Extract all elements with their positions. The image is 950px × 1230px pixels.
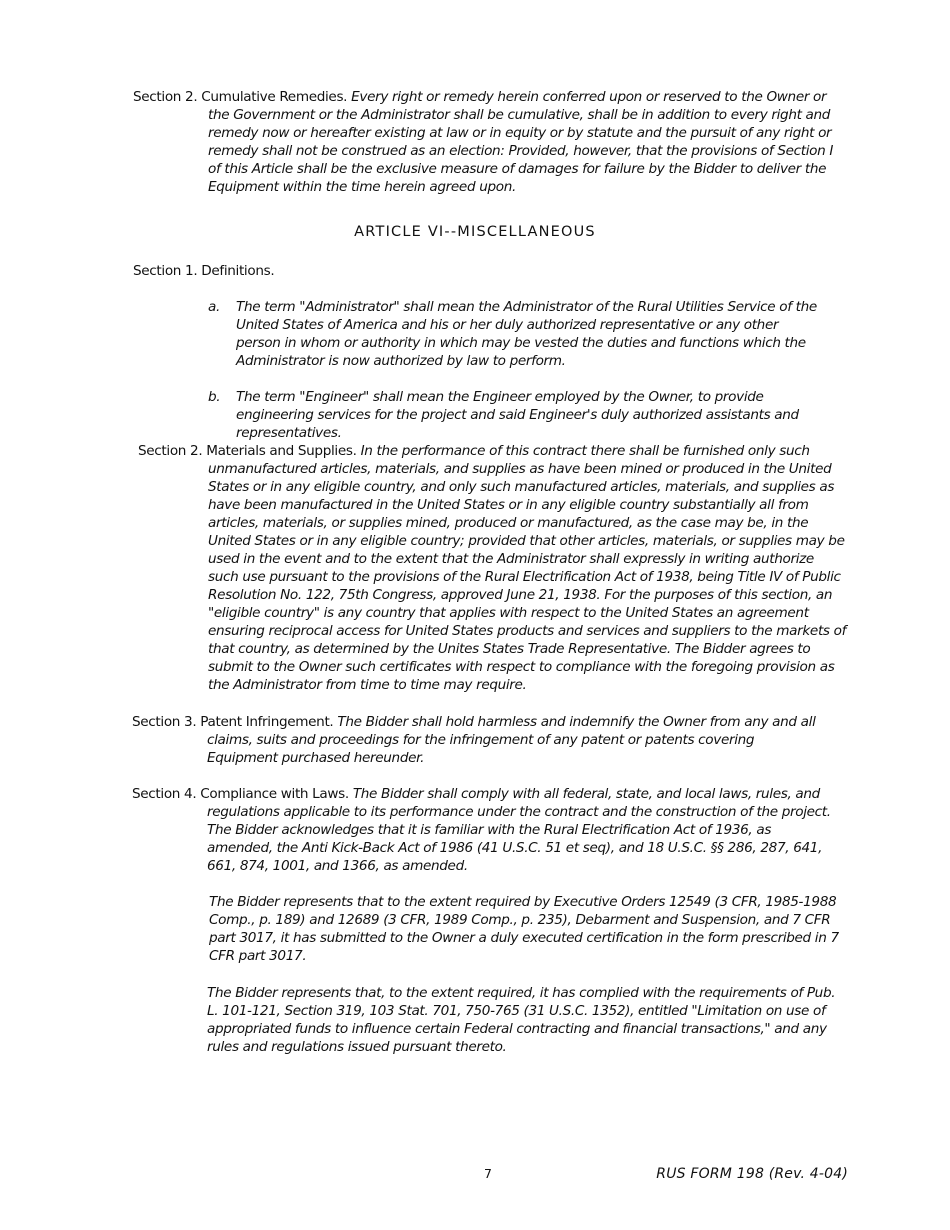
- form-identifier: RUS FORM 198 (Rev. 4-04): [656, 1166, 848, 1182]
- section-body: The Bidder shall comply with all federal, state, and local laws, rules, and regulations applicable to its performance under the contract and the construction of the project. The Bidder acknowledges that it is familiar with the Rural Electrification Act of 1936, as amended, the Anti Kick-Back Act of 1986 (41 U.S.C. 51 et seq), and 18 U.S.C. §§ 286, 287, 641, 661, 874, 1001, and 1366, as amended.: [207, 786, 831, 874]
- list-marker: b.: [208, 389, 221, 405]
- compliance-paragraph-lobbying: The Bidder represents that, to the extent required, it has complied with the requirements of Pub. L. 101-121, Section 319, 103 Stat. 701, 750-765 (31 U.S.C. 1352), entitled "Limitation on use of appropriated funds to influence certain Federal contracting and financial transactions," and any rules and regulations issued pursuant thereto.: [207, 985, 836, 1055]
- section-heading: Section 4. Compliance with Laws.: [132, 786, 349, 802]
- section-heading: Section 3. Patent Infringement.: [132, 714, 334, 730]
- definition-item-a: [208, 298, 826, 370]
- section-materials-supplies: [138, 442, 848, 694]
- section-heading: Section 2. Cumulative Remedies.: [133, 89, 348, 105]
- section-body: In the performance of this contract there shall be furnished only such unmanufactured articles, materials, and supplies as have been mined or produced in the United States or in any eligible country, and only such manufactured articles, materials, and supplies as have been manufactured in the United States or in any eligible country substantially all from articles, materials, or supplies mined, produced or manufactured, as the case may be, in the United States or in any eligible country; provided that other articles, materials, or supplies may be used in the event and to the extent that the Administrator shall expressly in writing authorize such use pursuant to the provisions of the Rural Electrification Act of 1938, being Title IV of Public Resolution No. 122, 75th Congress, approved June 21, 1938. For the purposes of this section, an "eligible country" is any country that applies with respect to the United States an agreement ensuring reciprocal access for United States products and services and suppliers to the markets of that country, as determined by the Unites States Trade Representative. The Bidder agrees to submit to the Owner such certificates with respect to compliance with the foregoing provision as the Administrator from time to time may require.: [208, 443, 847, 693]
- section-body: The Bidder shall hold harmless and indemnify the Owner from any and all claims, suits and proceedings for the infringement of any patent or patents covering Equipment purchased hereunder.: [207, 714, 816, 766]
- article-title: ARTICLE VI--MISCELLANEOUS: [354, 224, 596, 240]
- definition-text: The term "Administrator" shall mean the Administrator of the Rural Utilities Service of the United States of America and his or her duly authorized representative or any other person in whom or authority in which may be vested the duties and functions which the Administrator is now authorized by law to perform.: [236, 299, 817, 369]
- section-body: Every right or remedy herein conferred upon or reserved to the Owner or the Government or the Administrator shall be cumulative, shall be in addition to every right and remedy now or hereafter existing at law or in equity or by statute and the pursuit of any right or remedy shall not be construed as an election: Provided, however, that the provisions of Section I of this Article shall be the exclusive measure of damages for failure by the Bidder to deliver the Equipment within the time herein agreed upon.: [208, 89, 834, 195]
- compliance-paragraph-debarment: The Bidder represents that to the extent required by Executive Orders 12549 (3 CFR, 1985-1988 Comp., p. 189) and 12689 (3 CFR, 1989 Comp., p. 235), Debarment and Suspension, and 7 CFR part 3017, it has submitted to the Owner a duly executed certification in the form prescribed in 7 CFR part 3017.: [209, 894, 839, 964]
- section-cumulative-remedies: [133, 88, 848, 196]
- section-patent-infringement: [132, 713, 822, 767]
- page-number: 7: [484, 1166, 492, 1181]
- definition-text: The term "Engineer" shall mean the Engineer employed by the Owner, to provide engineering services for the project and said Engineer's duly authorized assistants and representatives.: [236, 389, 799, 441]
- section-heading: Section 2. Materials and Supplies.: [138, 443, 357, 459]
- section-compliance-laws: [132, 785, 837, 875]
- section-definitions-heading: Section 1. Definitions.: [133, 263, 275, 279]
- definition-item-b: [208, 388, 826, 442]
- list-marker: a.: [208, 299, 220, 315]
